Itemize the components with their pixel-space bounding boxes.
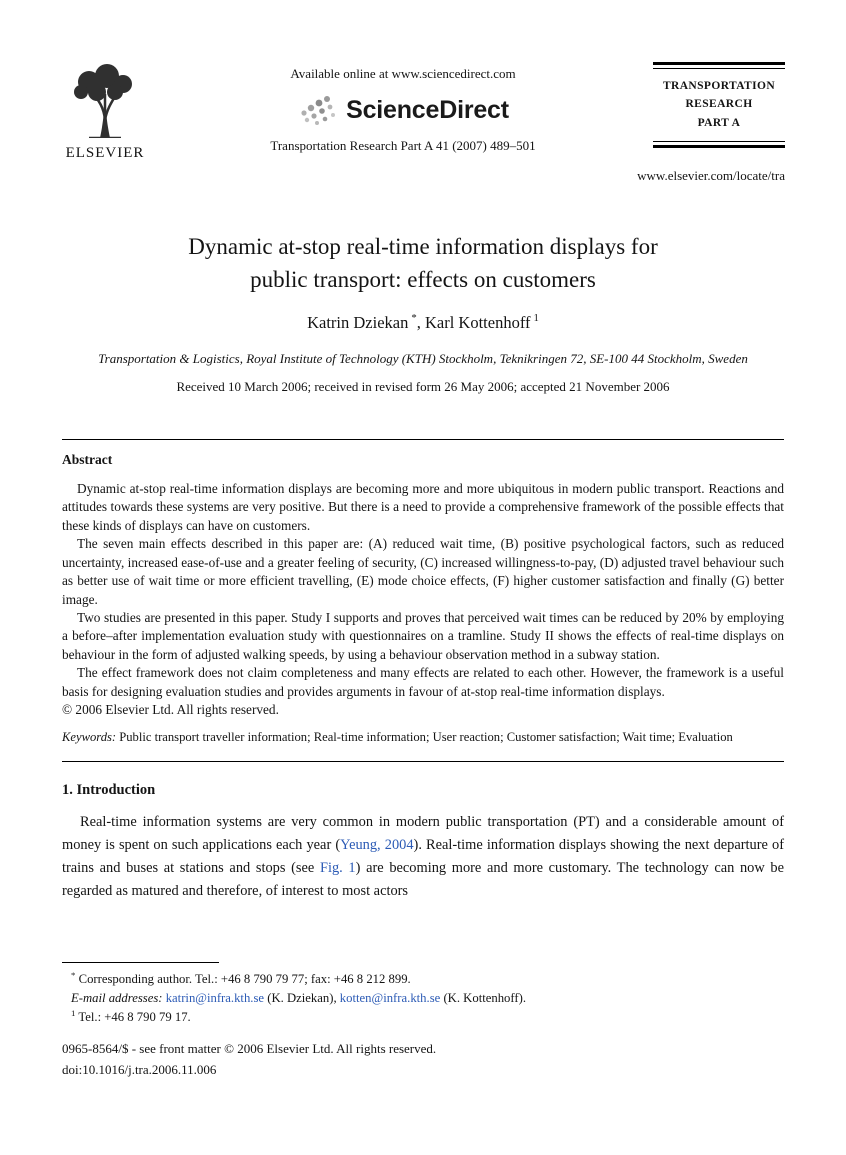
abstract-paragraph: The seven main effects described in this paper are: (A) reduced wait time, (B) positive psychological factors, such as reduced uncertainty, increased ease-of-use and a greater feeling of security, (C) increased willingness-to-pay, (D) adjusted travel behaviour such as better use of wait time or more efficient travelling, (E) mode choice effects, (F) higher customer satisfaction and finally (G) better image. bbox=[62, 536, 784, 607]
abstract-paragraph: Two studies are presented in this paper. Study I supports and proves that perceived wait times can be reduced by 20% by employing a before–after implementation evaluation study with questionnaires on a tramline. Study II shows the effects of real-time displays on behaviour in the form of adjusted walking speeds, by using a behaviour observation method in a subway station. bbox=[62, 609, 784, 662]
author-1: Katrin Dziekan bbox=[307, 312, 409, 332]
author-1-mark: * bbox=[411, 312, 417, 325]
box-rule-bottom-thick bbox=[653, 145, 785, 148]
doi-line: doi:10.1016/j.tra.2006.11.006 bbox=[62, 1062, 217, 1078]
journal-reference: Transportation Research Part A 41 (2007) 489–501 bbox=[270, 138, 536, 153]
journal-header bbox=[0, 0, 846, 162]
divider-keywords-bottom bbox=[62, 761, 784, 762]
figure-link-fig-1[interactable]: Fig. 1 bbox=[319, 859, 356, 876]
intro-text-1: Real-time information systems are very common in modern public transportation (PT) and a considerable amount of money is spent on such applications each year ( bbox=[62, 813, 784, 853]
issn-copyright-line: 0965-8564/$ - see front matter © 2006 Elsevier Ltd. All rights reserved. bbox=[62, 1041, 437, 1056]
abstract-heading: Abstract bbox=[62, 451, 113, 467]
journal-box-line2: RESEARCH bbox=[685, 98, 753, 111]
article-title bbox=[62, 230, 784, 297]
abstract-paragraph: The effect framework does not claim completeness and many effects are related to each other. However, the framework is a useful basis for designing evaluation studies and provides arguments in favour of at-stop real-time information displays. bbox=[62, 665, 784, 699]
keywords-label: Keywords: bbox=[62, 729, 117, 744]
footnote-emails bbox=[62, 989, 784, 1008]
sciencedirect-logo bbox=[153, 91, 653, 129]
copyright-line: © 2006 Elsevier Ltd. All rights reserved. bbox=[62, 702, 279, 718]
footnote-corresponding-text: Corresponding author. Tel.: +46 8 790 79 77; fax: +46 8 212 899. bbox=[75, 972, 411, 986]
introduction-paragraph bbox=[62, 811, 784, 903]
keywords-list: Public transport traveller information; Real-time information; User reaction; Customer satisfaction; Wait time; Evaluation bbox=[116, 729, 733, 744]
journal-url: www.elsevier.com/locate/tra bbox=[637, 168, 785, 183]
footer-block bbox=[62, 1038, 436, 1081]
footnotes-block bbox=[62, 962, 784, 1027]
elsevier-tree-icon bbox=[63, 62, 147, 138]
divider-abstract-top bbox=[62, 439, 784, 440]
email-2-suffix: (K. Kottenhoff). bbox=[440, 991, 527, 1006]
journal-box-title bbox=[653, 69, 785, 141]
abstract-section bbox=[62, 452, 784, 720]
intro-text-3: ) are becoming more and more customary. The technology can now be regarded as matured and therefore, of interest to most actors bbox=[62, 859, 785, 899]
box-rule-bottom-thin bbox=[653, 141, 785, 142]
header-center bbox=[153, 62, 653, 154]
citation-link-yeung-2004[interactable]: Yeung, 2004 bbox=[340, 836, 414, 853]
elsevier-logo bbox=[57, 62, 153, 162]
introduction-heading: 1. Introduction bbox=[62, 781, 156, 798]
footnote-tel-text: Tel.: +46 8 790 79 17. bbox=[75, 1010, 191, 1025]
journal-box-line3: PART A bbox=[697, 116, 741, 129]
footnote-rule bbox=[62, 962, 219, 963]
author-2: Karl Kottenhoff bbox=[424, 312, 531, 332]
journal-title-box bbox=[653, 62, 785, 148]
keywords-line bbox=[62, 730, 784, 745]
available-online-text: Available online at www.sciencedirect.com bbox=[290, 66, 516, 81]
abstract-paragraph: Dynamic at-stop real-time information displays are becoming more and more ubiquitous in modern public transport. Reactions and attitudes towards these systems are very positive. But there is a need to provide a comprehensive framework of the possible effects that these kinds of displays can have on customers. bbox=[62, 480, 784, 533]
sciencedirect-wordmark: ScienceDirect bbox=[346, 95, 509, 124]
authors-line bbox=[62, 313, 784, 333]
sciencedirect-dots-icon bbox=[297, 93, 339, 127]
elsevier-wordmark: ELSEVIER bbox=[65, 145, 145, 161]
email-link-kottenhoff[interactable]: kotten@infra.kth.se bbox=[339, 991, 441, 1006]
received-dates: Received 10 March 2006; received in revised form 26 May 2006; accepted 21 November 2006 bbox=[176, 378, 670, 394]
title-line-1: Dynamic at-stop real-time information displays for bbox=[188, 234, 658, 259]
journal-box-line1: TRANSPORTATION bbox=[662, 80, 776, 92]
email-link-dziekan[interactable]: katrin@infra.kth.se bbox=[165, 991, 265, 1006]
intro-text-2: ). Real-time information displays showing the next departure of trains and buses at stations and stops (see bbox=[62, 836, 784, 876]
box-rule-top-thick bbox=[653, 62, 785, 65]
email-1-suffix: (K. Dziekan), bbox=[264, 991, 340, 1006]
title-line-2: public transport: effects on customers bbox=[250, 267, 596, 293]
footnote-tel bbox=[62, 1008, 784, 1027]
introduction-section bbox=[62, 782, 784, 903]
footnote-corresponding bbox=[62, 970, 784, 989]
authors-separator: , bbox=[416, 312, 425, 332]
email-addresses-label: E-mail addresses: bbox=[71, 991, 166, 1006]
asterisk-mark: * bbox=[71, 969, 76, 980]
affiliation: Transportation & Logistics, Royal Institute of Technology (KTH) Stockholm, Teknikringen 72, SE-100 44 Stockholm, Sweden bbox=[98, 350, 748, 366]
author-2-mark: 1 bbox=[533, 312, 539, 325]
footnote-1-mark: 1 bbox=[71, 1007, 76, 1018]
